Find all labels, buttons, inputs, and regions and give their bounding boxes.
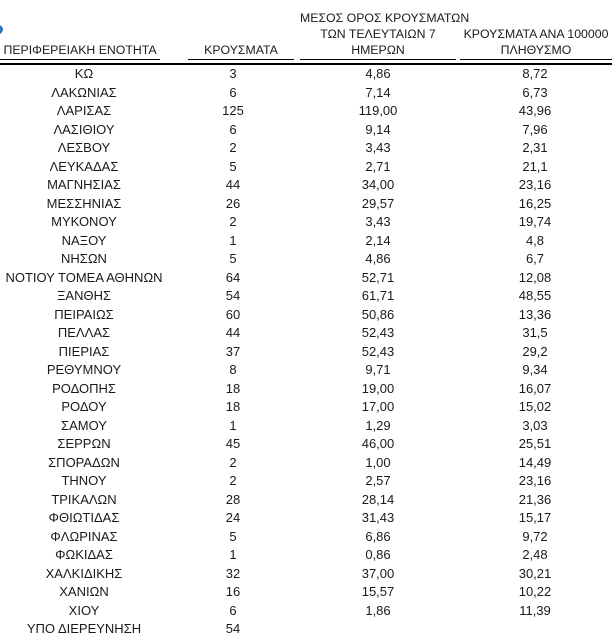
per100k-cell: 2,48 [522,547,548,562]
cases-cell: 2 [229,473,237,488]
cases-cell: 44 [225,325,241,340]
region-cell: ΝΟΤΙΟΥ ΤΟΜΕΑ ΑΘΗΝΩΝ [5,269,163,285]
header-avg7-line1: ΜΕΣΟΣ ΟΡΟΣ ΚΡΟΥΣΜΑΤΩΝ [300,11,470,25]
table-row [0,139,612,158]
cases-cell: 26 [225,195,241,211]
per100k-cell: 23,16 [518,473,552,488]
avg7-cell: 4,86 [365,66,391,81]
table-row [0,269,612,288]
cases-cell: 6 [229,121,237,137]
cases-cell: 2 [229,454,237,470]
header-per100k-line2: ΠΛΗΘΥΣΜΟ [500,43,572,57]
per100k-cell: 10,22 [518,584,552,599]
region-cell: ΜΑΓΝΗΣΙΑΣ [47,177,121,192]
avg7-cell: 17,00 [361,399,395,414]
avg7-cell: 2,14 [365,232,391,248]
cases-cell: 1 [229,547,237,562]
table-row [0,472,612,491]
table-row [0,250,612,269]
header-row [0,6,612,64]
cases-cell: 125 [222,103,244,118]
table-row [0,232,612,251]
avg7-cell: 15,57 [361,584,395,599]
avg7-cell: 52,43 [361,343,395,359]
per100k-cell: 21,36 [518,491,552,507]
region-cell: ΛΕΣΒΟΥ [57,140,111,155]
table-row [0,435,612,454]
avg7-cell: 52,71 [361,269,395,285]
per100k-cell: 4,8 [525,232,545,248]
per100k-cell: 3,03 [522,417,548,433]
regional-cases-table [0,6,612,639]
avg7-cell: 50,86 [361,306,395,322]
per100k-cell: 25,51 [518,436,552,451]
cases-cell: 64 [225,269,241,285]
avg7-cell: 6,86 [365,528,391,544]
table-row [0,176,612,195]
table-row [0,64,612,84]
table-row [0,509,612,528]
cases-cell: 37 [225,343,241,359]
region-cell: ΝΗΣΩΝ [61,251,107,266]
table-row [0,546,612,565]
cases-cell: 28 [225,491,241,507]
table-row [0,398,612,417]
table-row [0,361,612,380]
table-row [0,287,612,306]
table-row [0,380,612,399]
avg7-cell: 3,43 [365,214,391,229]
avg7-cell: 119,00 [358,103,398,118]
region-cell: ΛΑΡΙΣΑΣ [56,103,112,118]
header-avg7 [298,6,470,64]
table-row [0,565,612,584]
per100k-cell: 9,72 [522,528,548,544]
table-row [0,602,612,621]
header-per100k [458,6,612,64]
table-row [0,306,612,325]
cases-cell: 45 [225,436,241,451]
table-row [0,158,612,177]
region-cell: ΠΕΛΛΑΣ [57,325,111,340]
table-header [0,6,612,64]
region-cell: ΣΑΜΟΥ [61,417,107,433]
per100k-cell: 11,39 [519,602,551,618]
per100k-cell: 6,7 [525,251,545,266]
per100k-cell: 29,2 [522,343,548,359]
region-cell: ΚΩ [74,66,94,81]
per100k-cell: 19,74 [518,214,552,229]
cases-cell: 5 [229,158,237,174]
header-cases [168,6,298,64]
cases-cell: 32 [225,565,241,581]
table-row [0,528,612,547]
table-row [0,121,612,140]
region-cell: ΡΟΔΟΠΗΣ [52,380,116,396]
per100k-cell: 21,1 [522,158,548,174]
per100k-cell: 15,17 [518,510,552,525]
table-row [0,213,612,232]
header-cases-label: ΚΡΟΥΣΜΑΤΑ [204,43,278,57]
avg7-cell: 19,00 [361,380,395,396]
region-cell: ΠΕΙΡΑΙΩΣ [54,306,114,322]
region-cell: ΛΕΥΚΑΔΑΣ [49,158,119,174]
table-body [0,64,612,639]
region-cell: ΛΑΣΙΘΙΟΥ [53,121,115,137]
per100k-cell: 16,07 [518,380,552,396]
header-per100k-line1: ΚΡΟΥΣΜΑΤΑ ΑΝΑ 100000 [463,27,609,41]
avg7-cell: 9,14 [365,121,391,137]
table-row [0,343,612,362]
cases-cell: 1 [229,232,237,248]
per100k-cell: 16,25 [518,195,552,211]
cases-cell: 6 [229,602,237,618]
avg7-cell: 46,00 [361,436,395,451]
per100k-cell: 9,34 [522,362,548,377]
per100k-cell: 8,72 [522,66,548,81]
avg7-cell: 34,00 [361,177,395,192]
cases-cell: 54 [225,288,241,303]
per100k-cell: 7,96 [522,121,548,137]
avg7-cell: 7,14 [365,84,391,100]
avg7-cell: 0,86 [365,547,391,562]
region-cell: ΝΑΞΟΥ [61,232,107,248]
region-cell: ΜΕΣΣΗΝΙΑΣ [46,195,122,211]
per100k-cell: 15,02 [518,399,552,414]
region-cell: ΥΠΟ ΔΙΕΡΕΥΝΗΣΗ [26,621,142,636]
cases-cell: 1 [229,417,237,433]
table-row [0,84,612,103]
per100k-cell: 30,21 [518,565,552,581]
cases-cell: 18 [225,380,241,396]
avg7-cell: 52,43 [361,325,395,340]
avg7-cell: 1,29 [365,417,391,433]
cases-cell: 24 [225,510,241,525]
region-cell: ΣΕΡΡΩΝ [57,436,111,451]
region-cell: ΧΑΛΚΙΔΙΚΗΣ [45,565,123,581]
per100k-cell: 43,96 [518,103,552,118]
avg7-cell: 61,71 [361,288,395,303]
per100k-cell: 48,55 [518,288,552,303]
avg7-cell: 9,71 [365,362,391,377]
header-region-label: ΠΕΡΙΦΕΡΕΙΑΚΗ ΕΝΟΤΗΤΑ [3,43,157,57]
avg7-cell: 3,43 [365,140,391,155]
cases-cell: 8 [229,362,237,377]
per100k-cell: 14,49 [518,454,552,470]
header-region [0,6,168,64]
avg7-cell: 1,00 [365,454,391,470]
region-cell: ΧΑΝΙΩΝ [59,584,109,599]
region-cell: ΣΠΟΡΑΔΩΝ [48,454,120,470]
region-cell: ΡΕΘΥΜΝΟΥ [46,362,122,377]
avg7-cell: 31,43 [361,510,395,525]
avg7-cell: 2,57 [365,473,391,488]
per100k-cell: 13,36 [518,306,552,322]
table-row [0,583,612,602]
avg7-cell: 2,71 [365,158,391,174]
table-row [0,491,612,510]
region-cell: ΤΗΝΟΥ [61,473,107,488]
region-cell: ΦΛΩΡΙΝΑΣ [50,528,118,544]
cases-cell: 18 [225,399,241,414]
per100k-cell: 23,16 [518,177,552,192]
cases-cell: 60 [225,306,241,322]
cases-cell: 3 [229,66,237,81]
cases-cell: 6 [229,84,237,100]
region-cell: ΡΟΔΟΥ [61,399,107,414]
per100k-cell: 2,31 [522,140,548,155]
table-row [0,454,612,473]
region-cell: ΧΙΟΥ [68,602,100,618]
cases-cell: 44 [225,177,241,192]
avg7-cell: 28,14 [361,491,395,507]
region-cell: ΦΩΚΙΔΑΣ [55,547,113,562]
cases-cell: 2 [229,140,237,155]
cases-cell: 2 [229,214,237,229]
avg7-cell: 4,86 [365,251,391,266]
table-row [0,195,612,214]
table-row [0,417,612,436]
table-row [0,102,612,121]
region-cell: ΛΑΚΩΝΙΑΣ [51,84,117,100]
region-cell: ΤΡΙΚΑΛΩΝ [51,491,117,507]
cases-cell: 54 [225,621,241,636]
avg7-cell: 37,00 [361,565,395,581]
region-cell: ΠΙΕΡΙΑΣ [58,343,110,359]
avg7-cell: 1,86 [365,602,391,618]
region-cell: ΦΘΙΩΤΙΔΑΣ [48,510,120,525]
table-row [0,324,612,343]
region-cell: ΞΑΝΘΗΣ [56,288,112,303]
cases-cell: 5 [229,528,237,544]
per100k-cell: 12,08 [518,269,552,285]
per100k-cell: 31,5 [522,325,548,340]
header-avg7-line2: ΤΩΝ ΤΕΛΕΥΤΑΙΩΝ 7 [320,27,436,41]
per100k-cell: 6,73 [522,84,548,100]
region-cell: ΜΥΚΟΝΟΥ [51,214,117,229]
header-avg7-line3: ΗΜΕΡΩΝ [351,43,405,57]
avg7-cell: 29,57 [361,195,395,211]
cases-cell: 5 [229,251,237,266]
cases-cell: 16 [225,584,241,599]
